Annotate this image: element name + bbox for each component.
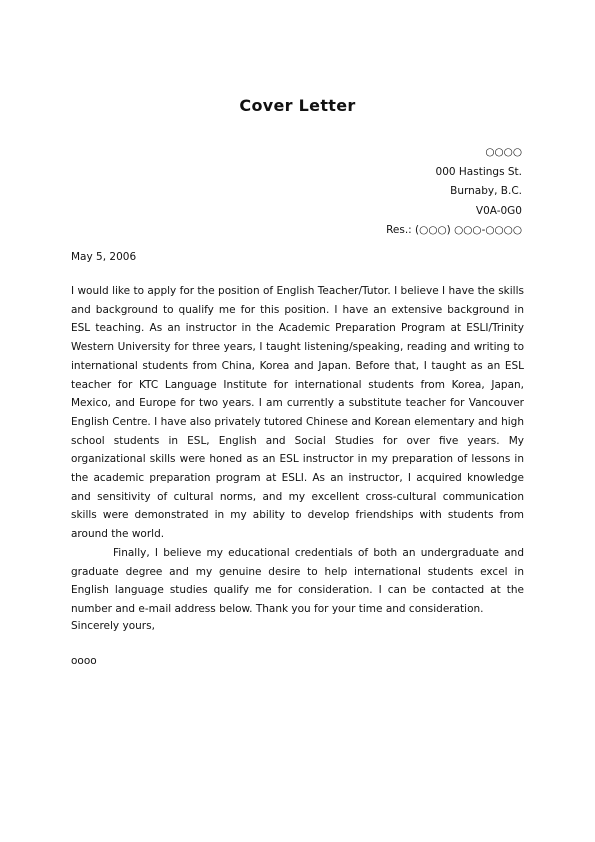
sender-address-block [386,143,522,241]
letter-signature: oooo [71,655,97,667]
sender-postal-code: V0A-0G0 [475,204,522,217]
letter-date: May 5, 2006 [71,251,137,263]
sender-name: ○○○○ [485,146,522,158]
body-paragraph-2: Finally, I believe my educational credentials of both an undergraduate and graduate degree and my genuine desire to help international students excel in English language studies qualify me for consideration. I can be contacted at the number and e-mail address below. Thank you for your time and consideration. [71,546,524,615]
sender-city: Burnaby, B.C. [450,185,522,197]
sender-phone: Res.: (○○○) ○○○-○○○○ [386,224,522,236]
body-paragraph-1: I would like to apply for the position of English Teacher/Tutor. I believe I have the skills and background to qualify me for this position. I have an extensive background in ESL teaching. As an instructor in the Academic Preparation Program at ESLI/Trinity Western University for three years, I taught listening/speaking, reading and writing to international students from China, Korea and Japan. Before that, I taught as an ESL teacher for KTC Language Institute for international students from Korea, Japan, Mexico, and Europe for two years. I am currently a substitute teacher for Vancouver English Centre. I have also privately tutored Chinese and Korean elementary and high school students in ESL, English and Social Studies for over five years. My organizational skills were honed as an ESL instructor in my preparation of lessons in the academic preparation program at ESLI. As an instructor, I acquired knowledge and sensitivity of cultural norms, and my excellent cross-cultural communication skills were demonstrated in my ability to develop friendships with students from around the world. [71,285,524,541]
sender-street: 000 Hastings St. [435,165,522,178]
page-title: Cover Letter [239,96,356,115]
letter-body [71,282,524,619]
letter-closing: Sincerely yours, [71,620,155,632]
